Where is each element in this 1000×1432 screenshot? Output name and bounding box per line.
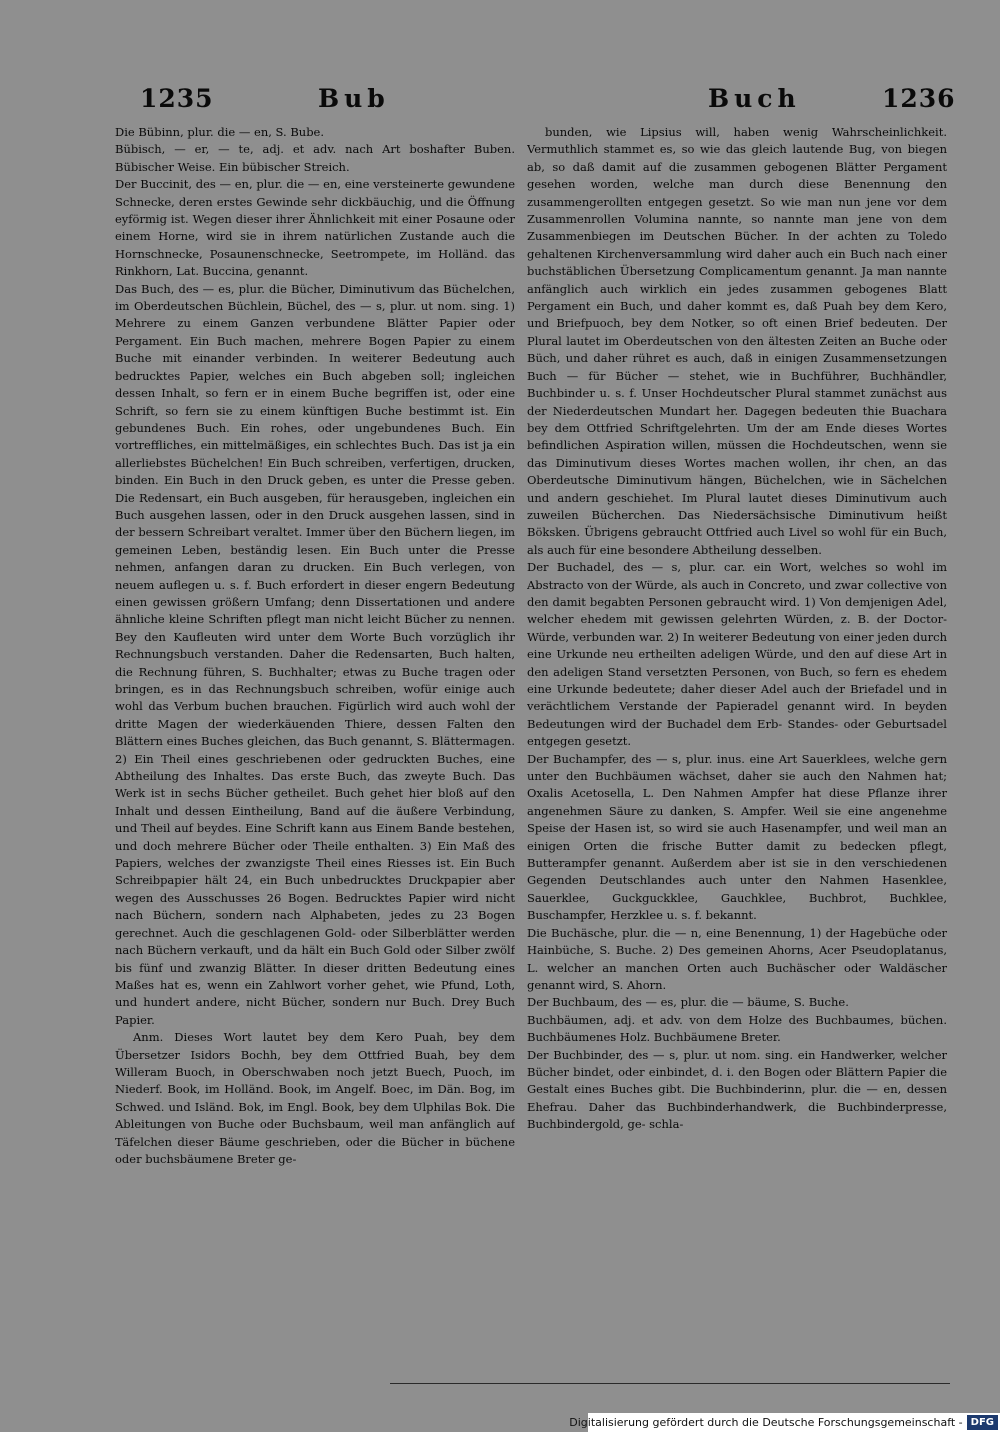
dfg-logo: DFG [967,1415,998,1430]
right-text-column [527,124,947,1216]
dictionary-entry: Die Buchäsche, plur. die — n, eine Benennung, 1) der Hagebüche oder Hainbüche, S. Buche. 2) Des gemeinen Ahorns, Acer Pseudoplatanus, L. welcher an manchen Orten auch Buchäscher oder Waldäscher genannt wird, S. Ahorn. [527,925,947,992]
dictionary-entry: Der Buchbinder, des — s, plur. ut nom. sing. ein Handwerker, welcher Bücher bindet, oder einbindet, d. i. den Bogen oder Blättern Papier die Gestalt eines Buches gibt. Die Buchbinderinn, plur. die — en, dessen Ehefrau. Daher das Buchbinderhandwerk, die Buchbinderpresse, Buchbindergold, ge- schla- [527,1047,947,1132]
page-number-right: 1236 [882,84,956,113]
digitization-credit-bar [569,1413,1000,1432]
dictionary-entry: Das Buch, des — es, plur. die Bücher, Diminutivum das Büchelchen, im Oberdeutschen Büchlein, Büchel, des — s, plur. ut nom. sing. 1) Mehrere zu einem Ganzen verbundene Blätter Papier oder Pergament. Ein Buch machen, mehrere Bogen Papier zu einem Buche mit einander verbinden. In weiterer Bedeutung auch bedrucktes Papier, welches ein Buch abgeben soll; ingleichen dessen Inhalt, so fern er in einem Buche begriffen ist, oder eine Schrift, so fern sie zu einem künftigen Buche bestimmt ist. Ein gebundenes Buch. Ein rohes, oder ungebundenes Buch. Ein vortreffliches, ein mittelmäßiges, ein schlechtes Buch. Das ist ja ein allerliebstes Büchelchen! Ein Buch schreiben, verfertigen, drucken, binden. Ein Buch in den Druck geben, es unter die Presse geben. Die Redensart, ein Buch ausgeben, für herausgeben, ingleichen ein Buch ausgehen lassen, oder in den Druck ausgehen lassen, sind in der bessern Schreibart veraltet. Immer über den Büchern liegen, im gemeinen Leben, beständig lesen. Ein Buch unter die Presse nehmen, anfangen daran zu drucken. Ein Buch verlegen, von neuem auflegen u. s. f. Buch erfordert in dieser engern Bedeutung einen gewissen größern Umfang; denn Dissertationen und andere ähnliche kleine Schriften pflegt man nicht leicht Bücher zu nennen. Bey den Kaufleuten wird unter dem Worte Buch vorzüglich ihr Rechnungsbuch verstanden. Daher die Redensarten, Buch halten, die Rechnung führen, S. Buchhalter; etwas zu Buche tragen oder bringen, es in das Rechnungsbuch schreiben, wofür einige auch wohl das Verbum buchen brauchen. Figürlich wird auch wohl der dritte Magen der wiederkäuenden Thiere, dessen Falten den Blättern eines Buches gleichen, das Buch genannt, S. Blättermagen. 2) Ein Theil eines geschriebenen oder gedruckten Buches, eine Abtheilung des Inhaltes. Das erste Buch, das zweyte Buch. Das Werk ist in sechs Bücher getheilet. Buch gehet hier bloß auf den Inhalt und dessen Eintheilung, Band auf die äußere Verbindung, und Theil auf beydes. Eine Schrift kann aus Einem Bande bestehen, und doch mehrere Bücher oder Theile enthalten. 3) Ein Maß des Papiers, welches der zwanzigste Theil eines Riesses ist. Ein Buch Schreibpapier hält 24, ein Buch unbedrucktes Druckpapier aber wegen des Ausschusses 26 Bogen. Bedrucktes Papier wird nicht nach Büchern, sondern nach Alphabeten, jedes zu 23 Bogen gerechnet. Auch die geschlagenen Gold- oder Silberblätter werden nach Büchern verkauft, und da hält ein Buch Gold oder Silber zwölf bis fünf und zwanzig Blätter. In dieser dritten Bedeutung eines Maßes hat es, wenn ein Zahlwort vorher gehet, wie Pfund, Loth, und hundert andere, nicht Bücher, sondern nur Buch. Drey Buch Papier. [115,281,515,1027]
page-header [0,84,1000,124]
left-text-column [115,124,515,1216]
dictionary-entry: Bübisch, — er, — te, adj. et adv. nach Art boshafter Buben. Bübischer Weise. Ein bübischer Streich. [115,142,515,174]
dictionary-entry: Der Buchbaum, des — es, plur. die — bäume, S. Buche. [527,995,849,1010]
catchword-right: Buch [708,84,801,113]
funding-credit-text: Digitalisierung gefördert durch die Deutsche Forschungsgemeinschaft - [569,1416,963,1429]
dictionary-entry: Anm. Dieses Wort lautet bey dem Kero Puah, bey dem Übersetzer Isidors Bochh, bey dem Ottfried Buah, bey dem Willeram Buoch, in Oberschwaben noch jetzt Buech, Puoch, im Niederf. Book, im Holländ. Book, im Angelf. Boec, im Dän. Bog, im Schwed. und Isländ. Bok, im Engl. Book, bey dem Ulphilas Bok. Die Ableitungen von Buche oder Buchsbaum, weil man anfänglich auf Täfelchen dieser Bäume geschrieben, oder die Bücher in büchene oder buchsbäumene Breter ge- [115,1030,515,1166]
dictionary-entry: Der Buchampfer, des — s, plur. inus. eine Art Sauerklees, welche gern unter den Buchbäumen wächset, daher sie auch den Nahmen hat; Oxalis Acetosella, L. Den Nahmen Ampfer hat diese Pflanze ihrer angenehmen Säure zu danken, S. Ampfer. Weil sie eine angenehme Speise der Hasen ist, so wird sie auch Hasenampfer, und weil man an einigen Orten die frische Butter damit zu bedecken pflegt, Butterampfer genannt. Außerdem aber ist sie in den verschiedenen Gegenden Deutschlandes auch unter den Nahmen Hasenklee, Sauerklee, Guckguckklee, Gauchklee, Buchbrot, Buchklee, Buschampfer, Herzklee u. s. f. bekannt. [527,751,947,923]
dictionary-entry: Buchbäumen, adj. et adv. von dem Holze des Buchbaumes, büchen. Buchbäumenes Holz. Buchbäumene Breter. [527,1012,947,1045]
dictionary-entry: Die Bübinn, plur. die — en, S. Bube. [115,125,325,139]
page-number-left: 1235 [140,84,214,113]
catchword-left: Bub [318,84,390,113]
bottom-divider [390,1383,950,1384]
dictionary-entry: Der Buchadel, des — s, plur. car. ein Wort, welches so wohl im Abstracto von der Würde, als auch in Concreto, und zwar collective von den damit begabten Personen gebraucht wird. 1) Von demjenigen Adel, welcher ehedem mit gewissen gelehrten Würden, z. B. der Doctor-Würde, verbunden war. 2) In weiterer Bedeutung von einer jeden durch eine Urkunde neu ertheilten adeligen Würde, und den auf diese Art in den adeligen Stand versetzten Personen, von Buch, so fern es ehedem eine Urkunde bedeutete; daher dieser Adel auch der Briefadel und in verächtlichem Verstande der Papieradel genannt wird. In beyden Bedeutungen wird der Buchadel dem Erb- Standes- oder Geburtsadel entgegen gesetzt. [527,560,947,749]
dictionary-entry: Der Buccinit, des — en, plur. die — en, eine versteinerte gewundene Schnecke, deren erstes Gewinde sehr dickbäuchig, und die Öffnung eyförmig ist. Wegen dieser ihrer Ähnlichkeit mit einer Posaune oder einem Horne, wird sie in ihrem natürlichen Zustande auch die Hornschnecke, Posaunenschnecke, Seetrompete, im Holländ. das Rinkhorn, Lat. Buccina, genannt. [115,177,515,279]
dictionary-entry: bunden, wie Lipsius will, haben wenig Wahrscheinlichkeit. Vermuthlich stammet es, so wie das gleich lautende Bug, von biegen ab, so daß damit auf die zusammen gebogenen Blätter Pergament gesehen worden, welche man durch diese Benennung den zusammengerollten entgegen gesetzt. So wie man nun jene vor dem Zusammenrollen Volumina nannte, so nannte man jene von dem Zusammenbiegen im Deutschen Bücher. In der achten zu Toledo gehaltenen Kirchenversammlung wird daher auch ein Buch nach einer buchstäblichen Übersetzung Complicamentum genannt. Ja man nannte anfänglich auch wirklich ein jedes zusammen gebogenes Blatt Pergament ein Buch, und daher kommt es, daß Puah bey dem Kero, und Briefpuoch, bey dem Notker, so oft einen Brief bedeuten. Der Plural lautet im Oberdeutschen von den ältesten Zeiten an Buche oder Büch, und daher rühret es auch, daß in einigen Zusammensetzungen Buch — für Bücher — stehet, wie in Buchführer, Buchhändler, Buchbinder u. s. f. Unser Hochdeutscher Plural stammet zunächst aus der Niederdeutschen Mundart her. Dagegen bedeuten thie Buachara bey dem Ottfried Schriftgelehrten. Um der am Ende dieses Wortes befindlichen Aspiration willen, müssen die Hochdeutschen, wenn sie das Diminutivum dieses Wortes machen wollen, ihr chen, an das Oberdeutsche Diminutivum hängen, Büchelchen, wie in Sächelchen und andern geschiehet. Im Plural lautet dieses Diminutivum auch zuweilen Bücherchen. Das Niedersächsische Diminutivum heißt Böksken. Übrigens gebraucht Ottfried auch Livel so wohl für ein Buch, als auch für eine besondere Abtheilung desselben. [527,125,947,557]
